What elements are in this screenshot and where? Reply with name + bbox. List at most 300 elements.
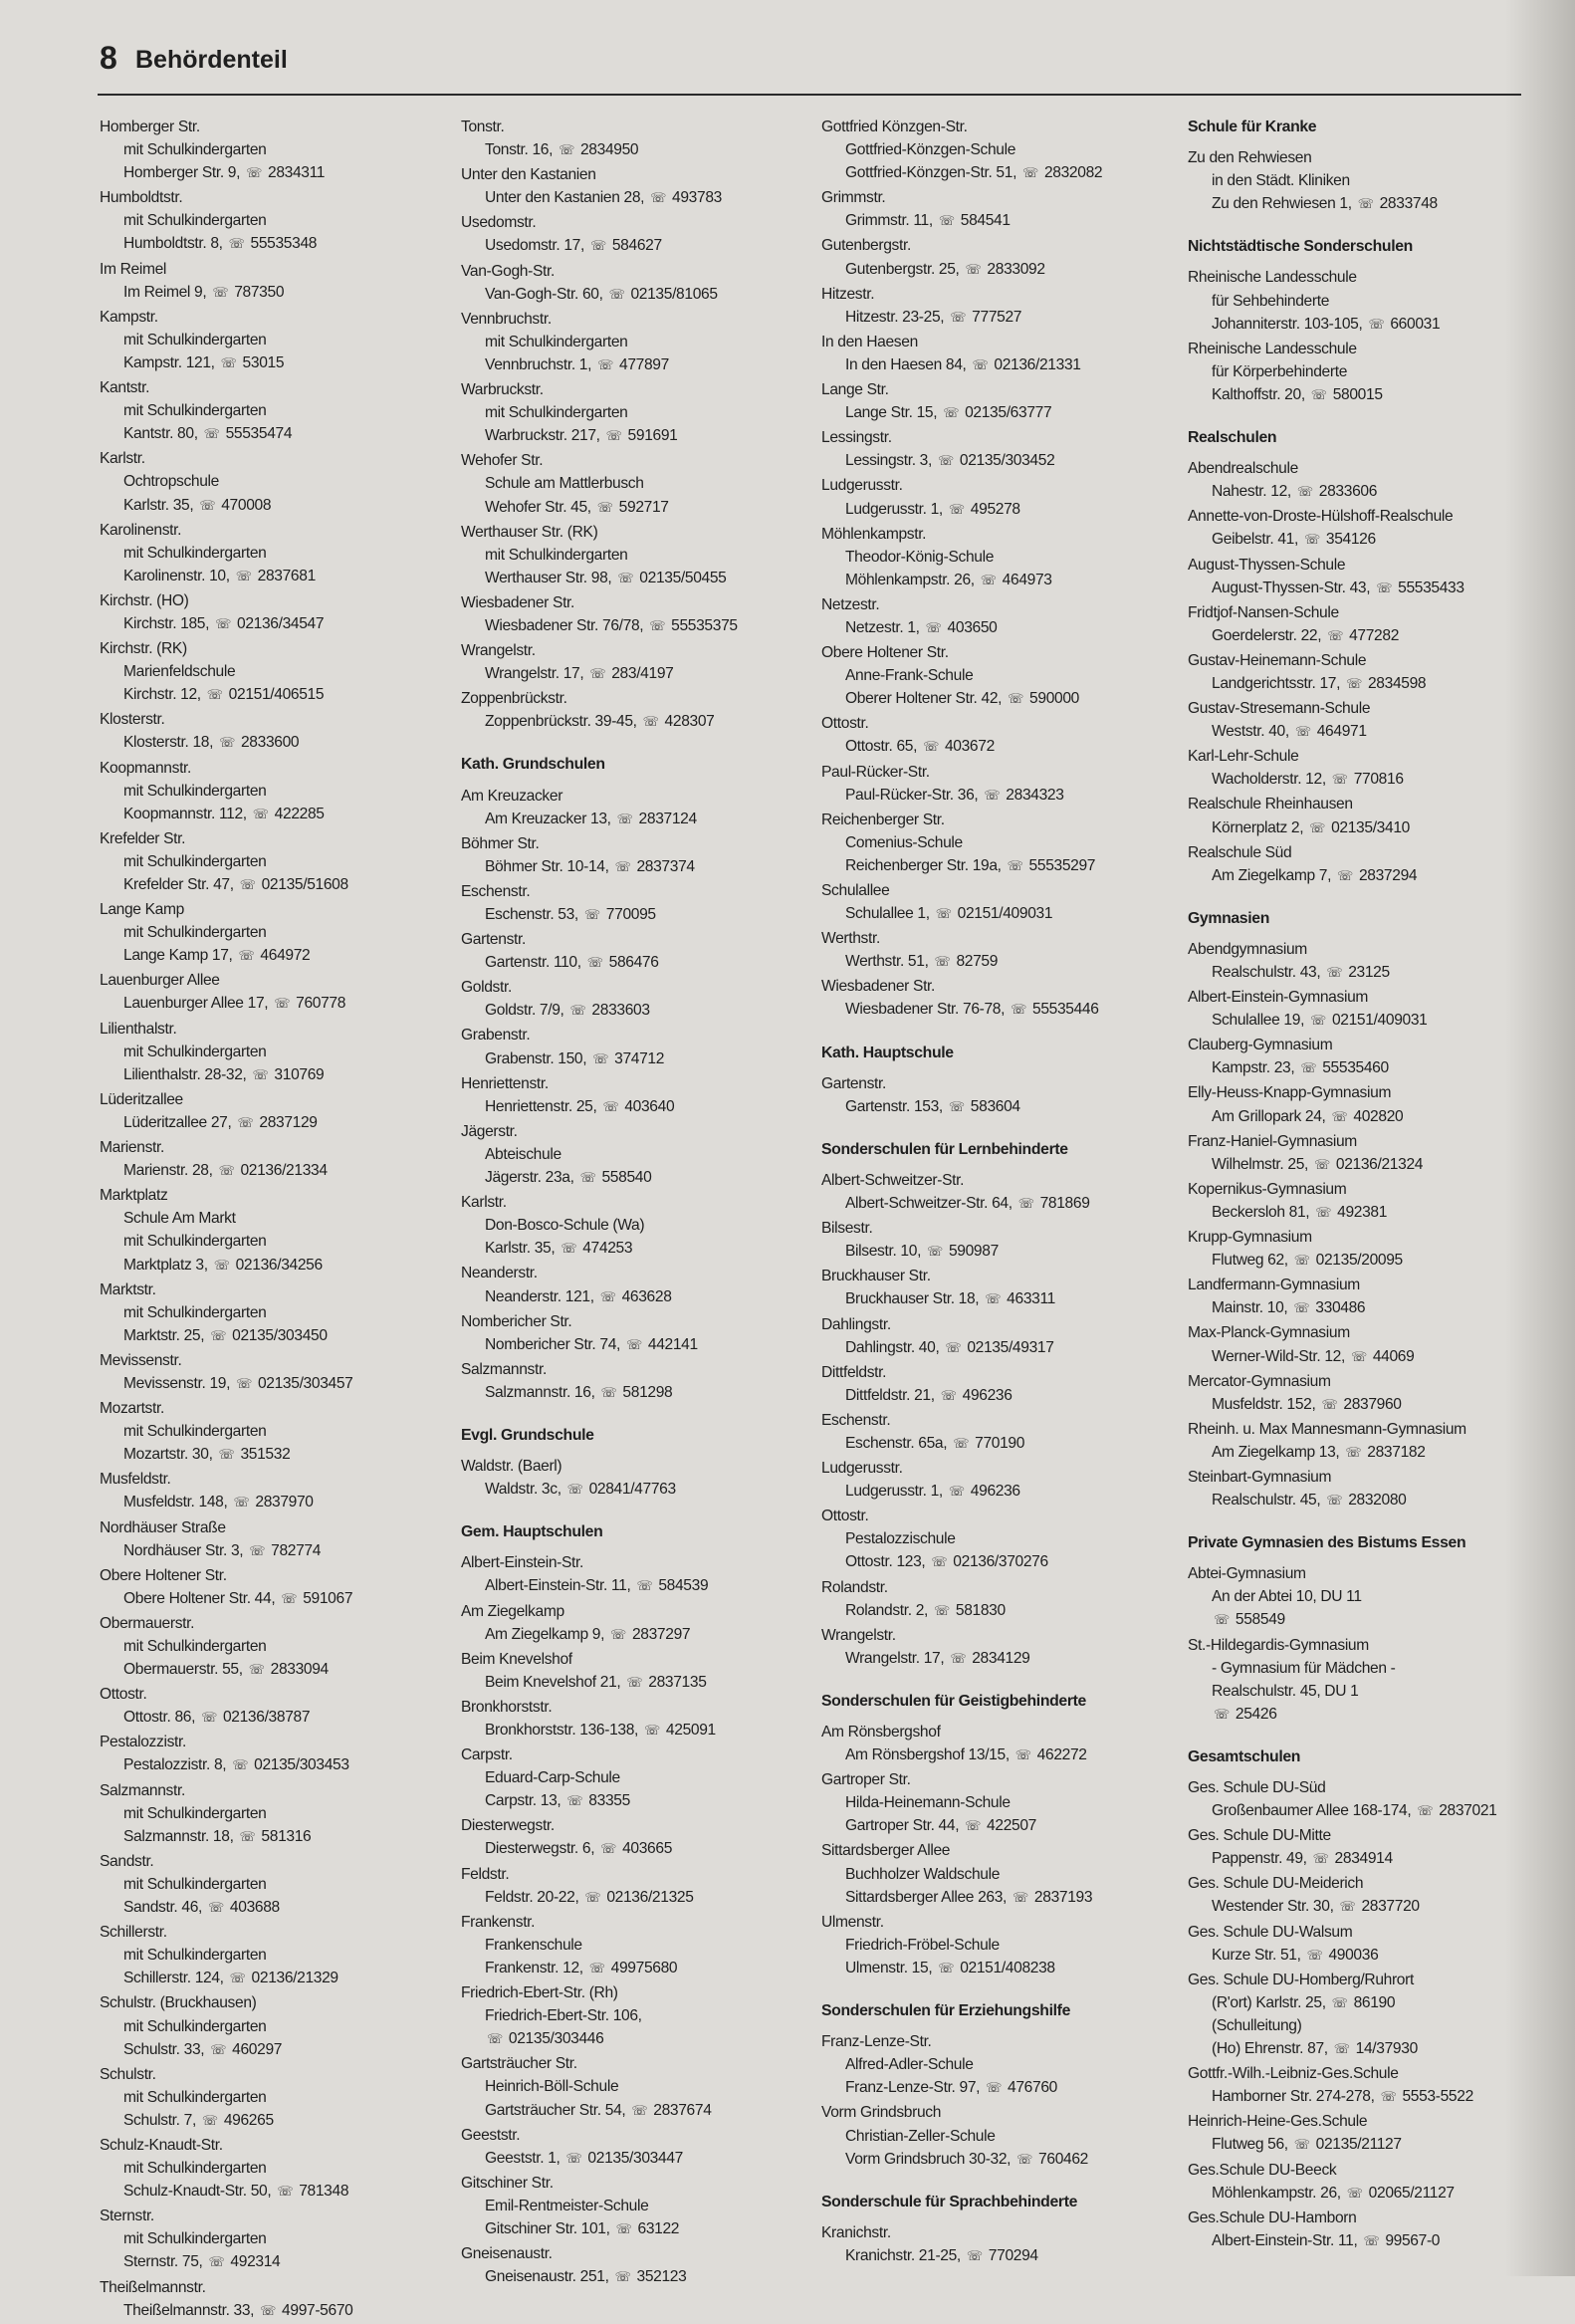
telephone-icon: ☏ (608, 286, 625, 302)
telephone-icon: ☏ (1303, 532, 1320, 548)
entry-detail: mit Schulkindergarten (123, 331, 267, 349)
directory-entry (100, 1991, 448, 2060)
entry-title: Waldstr. (Baerl) (461, 1458, 562, 1476)
entry-title: Albert-Einstein-Str. (461, 1554, 583, 1572)
telephone-icon: ☏ (1022, 165, 1038, 181)
entry-title: Albert-Schweitzer-Str. (821, 1171, 965, 1189)
telephone-icon: ☏ (1309, 819, 1326, 835)
telephone-icon: ☏ (213, 1257, 230, 1273)
entry-detail: Homberger Str. 9, ☏ 2834311 (100, 161, 448, 184)
telephone-icon: ☏ (1306, 1947, 1323, 1963)
directory-entry (100, 1779, 448, 1848)
telephone-icon: ☏ (966, 2247, 983, 2263)
telephone-icon: ☏ (931, 1554, 948, 1570)
entry-title: Obere Holtener Str. (821, 644, 949, 662)
entry-detail: Buchholzer Waldschule (845, 1865, 1001, 1883)
directory-entry (461, 1262, 809, 1307)
entry-title: Pestalozzistr. (100, 1734, 186, 1751)
telephone-icon: ☏ (610, 1626, 626, 1642)
directory-entry (1188, 601, 1536, 647)
entry-title: Marktstr. (100, 1280, 156, 1298)
directory-entry (1188, 1370, 1536, 1416)
entry-detail: Musfeldstr. 148, ☏ 2837970 (100, 1491, 448, 1513)
entry-title: Karl-Lehr-Schule (1188, 748, 1299, 766)
telephone-icon: ☏ (586, 955, 603, 971)
telephone-icon: ☏ (1331, 772, 1348, 788)
entry-detail: Lange Kamp 17, ☏ 464972 (100, 944, 448, 967)
telephone-icon: ☏ (218, 1447, 235, 1463)
telephone-icon: ☏ (1331, 1994, 1348, 2010)
entry-detail: Gartenstr. 110, ☏ 586476 (461, 951, 809, 974)
telephone-icon: ☏ (277, 2184, 294, 2200)
entry-title: Wiesbadener Str. (821, 978, 936, 996)
entry-detail: Am Ziegelkamp 9, ☏ 2837297 (461, 1623, 809, 1646)
directory-entry (821, 1409, 1170, 1455)
section-heading: Gymnasien (1188, 909, 1270, 927)
entry-detail: Lauenburger Allee 17, ☏ 760778 (100, 992, 448, 1015)
directory-entry (100, 2063, 448, 2132)
entry-title: Heinrich-Heine-Ges.Schule (1188, 2113, 1368, 2131)
entry-detail: Schulstr. 7, ☏ 496265 (100, 2109, 448, 2132)
telephone-icon: ☏ (1293, 1253, 1310, 1269)
telephone-icon: ☏ (938, 213, 955, 229)
entry-title: Krupp-Gymnasium (1188, 1229, 1312, 1247)
entry-detail: Körnerplatz 2, ☏ 02135/3410 (1188, 816, 1536, 839)
directory-entry (1188, 2062, 1536, 2108)
telephone-icon: ☏ (201, 2112, 218, 2128)
directory-entry (100, 2276, 448, 2322)
directory-entry (1188, 793, 1536, 838)
directory-entry (821, 975, 1170, 1021)
entry-title: Usedomstr. (461, 214, 537, 232)
entry-title: Landfermann-Gymnasium (1188, 1277, 1360, 1294)
section-heading: Kath. Hauptschule (821, 1044, 954, 1061)
entry-title: August-Thyssen-Schule (1188, 556, 1346, 574)
directory-entry (461, 591, 809, 637)
telephone-icon: ☏ (923, 739, 939, 755)
telephone-icon: ☏ (249, 1542, 266, 1558)
entry-detail: Kurze Str. 51, ☏ 490036 (1188, 1944, 1536, 1967)
directory-entry (100, 1516, 448, 1562)
directory-entry (1188, 1081, 1536, 1127)
telephone-icon: ☏ (626, 1674, 643, 1690)
entry-detail: Frankenschule (485, 1936, 582, 1954)
directory-column-4 (1188, 116, 1536, 2254)
telephone-icon: ☏ (281, 1590, 298, 1606)
directory-entry (1188, 986, 1536, 1032)
directory-entry (1188, 2207, 1536, 2252)
entry-detail: August-Thyssen-Str. 43, ☏ 55535433 (1188, 577, 1536, 599)
telephone-icon: ☏ (925, 619, 942, 635)
directory-entry (100, 1184, 448, 1276)
telephone-icon: ☏ (650, 190, 667, 206)
entry-title: Paul-Rücker-Str. (821, 763, 930, 781)
entry-detail: Karlstr. 35, ☏ 474253 (461, 1237, 809, 1260)
entry-detail: Frankenstr. 12, ☏ 49975680 (461, 1957, 809, 1979)
directory-entry (461, 880, 809, 926)
directory-entry (461, 832, 809, 878)
entry-title: Lange Kamp (100, 901, 184, 919)
directory-entry (100, 827, 448, 896)
directory-entry (100, 116, 448, 184)
directory-entry (461, 687, 809, 733)
directory-entry (1188, 1824, 1536, 1870)
directory-entry (1188, 938, 1536, 984)
entry-detail: mit Schulkindergarten (123, 402, 267, 420)
telephone-icon: ☏ (1380, 2089, 1397, 2105)
telephone-icon: ☏ (617, 570, 634, 585)
entry-title: Ottostr. (821, 1508, 869, 1525)
entry-title: Gartsträucher Str. (461, 2055, 577, 2073)
entry-title: Nordhäuser Straße (100, 1518, 226, 1536)
entry-title: Geeststr. (461, 2126, 521, 2144)
directory-column-2 (461, 116, 809, 2290)
directory-entry (1188, 1418, 1536, 1464)
directory-entry (461, 1743, 809, 1812)
directory-entry (100, 1018, 448, 1086)
directory-entry (461, 2242, 809, 2288)
telephone-icon: ☏ (252, 806, 269, 821)
entry-detail: Wrangelstr. 17, ☏ 2834129 (821, 1647, 1170, 1670)
directory-entry (821, 1169, 1170, 1215)
directory-entry (821, 879, 1170, 925)
telephone-icon: ☏ (1326, 1493, 1343, 1509)
entry-detail: Alfred-Adler-Schule (845, 2056, 974, 2074)
telephone-icon: ☏ (239, 877, 256, 892)
entry-detail: Eschenstr. 65a, ☏ 770190 (821, 1432, 1170, 1455)
directory-entry (100, 969, 448, 1015)
section-heading: Evgl. Grundschule (461, 1426, 594, 1444)
directory-entry (1188, 1776, 1536, 1822)
telephone-icon: ☏ (1294, 724, 1311, 740)
entry-detail: Am Kreuzacker 13, ☏ 2837124 (461, 808, 809, 830)
telephone-icon: ☏ (208, 1900, 224, 1916)
entry-detail: Rolandstr. 2, ☏ 581830 (821, 1599, 1170, 1622)
directory-entry (100, 1564, 448, 1610)
entry-title: Gneisenaustr. (461, 2245, 553, 2263)
directory-entry (461, 1981, 809, 2050)
entry-detail: Nahestr. 12, ☏ 2833606 (1188, 480, 1536, 503)
telephone-icon: ☏ (950, 1650, 967, 1666)
entry-title: Gartenstr. (461, 931, 526, 949)
entry-detail: Geeststr. 1, ☏ 02135/303447 (461, 2147, 809, 2170)
entry-detail: Musfeldstr. 152, ☏ 2837960 (1188, 1393, 1536, 1416)
telephone-icon: ☏ (948, 1484, 965, 1500)
entry-detail: Albert-Schweitzer-Str. 64, ☏ 781869 (821, 1192, 1170, 1215)
section-heading: Gesamtschulen (1188, 1747, 1301, 1765)
entry-detail: Nordhäuser Str. 3, ☏ 782774 (100, 1539, 448, 1562)
directory-entry (461, 1911, 809, 1979)
entry-detail: Landgerichtsstr. 17, ☏ 2834598 (1188, 672, 1536, 695)
entry-detail: Jägerstr. 23a, ☏ 558540 (461, 1166, 809, 1189)
directory-entry (100, 898, 448, 967)
section-heading: Realschulen (1188, 429, 1277, 447)
directory-entry (821, 2101, 1170, 2170)
directory-entry (100, 1921, 448, 1989)
directory-entry (100, 447, 448, 516)
telephone-icon: ☏ (1327, 627, 1344, 643)
entry-title: Möhlenkampstr. (821, 525, 927, 543)
entry-detail: mit Schulkindergarten (123, 2017, 267, 2035)
page-title: Behördenteil (135, 46, 288, 74)
entry-detail: mit Schulkindergarten (123, 544, 267, 562)
directory-entry (821, 712, 1170, 758)
entry-title: Gartroper Str. (821, 1771, 911, 1789)
entry-title: Friedrich-Ebert-Str. (Rh) (461, 1984, 618, 2002)
telephone-icon: ☏ (215, 615, 232, 631)
entry-detail: Gottfried-Könzgen-Str. 51, ☏ 2832082 (821, 161, 1170, 184)
telephone-icon: ☏ (232, 1757, 249, 1773)
telephone-icon: ☏ (1011, 1002, 1027, 1018)
directory-entry (100, 1349, 448, 1395)
telephone-icon: ☏ (1214, 1706, 1230, 1722)
telephone-icon: ☏ (600, 1384, 617, 1400)
telephone-icon: ☏ (943, 405, 960, 421)
entry-detail: ☏ 25426 (1188, 1703, 1536, 1726)
telephone-icon: ☏ (589, 666, 606, 682)
directory-entry (821, 1457, 1170, 1503)
telephone-icon: ☏ (1017, 1196, 1034, 1212)
telephone-icon: ☏ (631, 2102, 648, 2118)
entry-detail: mit Schulkindergarten (485, 546, 628, 564)
entry-detail: Schulstr. 33, ☏ 460297 (100, 2038, 448, 2061)
telephone-icon: ☏ (1333, 2041, 1350, 2057)
telephone-icon: ☏ (248, 1662, 265, 1678)
entry-detail: Friedrich-Ebert-Str. 106, (485, 2007, 642, 2025)
entry-title: Beim Knevelshof (461, 1650, 572, 1668)
entry-title: Hitzestr. (821, 285, 875, 303)
telephone-icon: ☏ (1321, 1396, 1338, 1412)
entry-title: Bruckhauser Str. (821, 1268, 931, 1285)
directory-entry (461, 1191, 809, 1260)
telephone-icon: ☏ (596, 499, 613, 515)
directory-entry (1188, 1226, 1536, 1272)
directory-entry (821, 1768, 1170, 1837)
directory-entry (1188, 2110, 1536, 2156)
directory-entry (461, 1120, 809, 1189)
entry-detail: mit Schulkindergarten (123, 1804, 267, 1822)
entry-detail: mit Schulkindergarten (123, 212, 267, 230)
telephone-icon: ☏ (937, 453, 954, 469)
directory-entry (821, 186, 1170, 232)
telephone-icon: ☏ (566, 1793, 583, 1809)
directory-entry (461, 163, 809, 209)
entry-detail: Werthauser Str. 98, ☏ 02135/50455 (461, 567, 809, 589)
entry-detail: Goerdelerstr. 22, ☏ 477282 (1188, 624, 1536, 647)
entry-title: Mozartstr. (100, 1400, 164, 1418)
entry-title: Ges. Schule DU-Mitte (1188, 1827, 1331, 1845)
entry-title: Unter den Kastanien (461, 166, 596, 184)
entry-detail: Lüderitzallee 27, ☏ 2837129 (100, 1111, 448, 1134)
entry-detail: Netzestr. 1, ☏ 403650 (821, 616, 1170, 639)
entry-detail: Schulallee 1, ☏ 02151/409031 (821, 902, 1170, 925)
entry-detail: Pestalozzistr. 8, ☏ 02135/303453 (100, 1753, 448, 1776)
entry-title: Ges. Schule DU-Walsum (1188, 1923, 1353, 1941)
section-heading: Private Gymnasien des Bistums Essen (1188, 1534, 1466, 1552)
directory-entry (100, 2205, 448, 2273)
directory-entry (821, 2030, 1170, 2099)
entry-title: Abendgymnasium (1188, 940, 1307, 958)
entry-title: Ges. Schule DU-Meiderich (1188, 1875, 1364, 1893)
entry-title: Eschenstr. (821, 1411, 891, 1429)
entry-title: Kampstr. (100, 308, 158, 326)
entry-title: Ludgerusstr. (821, 1460, 903, 1478)
telephone-icon: ☏ (614, 858, 631, 874)
entry-title: Van-Gogh-Str. (461, 262, 555, 280)
telephone-icon: ☏ (588, 1960, 605, 1975)
directory-entry (461, 1310, 809, 1356)
directory-entry (1188, 649, 1536, 695)
entry-detail: Ulmenstr. 15, ☏ 02151/408238 (821, 1957, 1170, 1979)
entry-title: Ottostr. (100, 1686, 147, 1704)
directory-entry (100, 757, 448, 825)
entry-detail: Johanniterstr. 103-105, ☏ 660031 (1188, 313, 1536, 336)
entry-detail: Kantstr. 80, ☏ 55535474 (100, 422, 448, 445)
entry-detail: Dahlingstr. 40, ☏ 02135/49317 (821, 1336, 1170, 1359)
telephone-icon: ☏ (933, 1602, 950, 1618)
directory-entry (100, 1397, 448, 1466)
directory-entry (100, 1850, 448, 1919)
entry-title: Dahlingstr. (821, 1315, 891, 1333)
entry-title: Bilsestr. (821, 1220, 873, 1238)
directory-entry (461, 1072, 809, 1118)
section-heading: Nichtstädtische Sonderschulen (1188, 238, 1413, 256)
directory-entry (461, 1455, 809, 1501)
entry-detail: Anne-Frank-Schule (845, 667, 974, 685)
directory-entry (100, 258, 448, 304)
directory-entry (461, 1814, 809, 1860)
directory-entry (821, 283, 1170, 329)
telephone-icon: ☏ (1293, 1300, 1310, 1316)
entry-title: Elly-Heuss-Knapp-Gymnasium (1188, 1084, 1392, 1102)
telephone-icon: ☏ (1376, 580, 1393, 595)
telephone-icon: ☏ (965, 261, 982, 277)
telephone-icon: ☏ (1345, 1444, 1362, 1460)
directory-entry (821, 2221, 1170, 2267)
telephone-icon: ☏ (1007, 857, 1023, 873)
directory-entry (461, 1600, 809, 1646)
entry-detail: Bronkhorststr. 136-138, ☏ 425091 (461, 1719, 809, 1742)
entry-title: Am Rönsbergshof (821, 1724, 941, 1741)
telephone-icon: ☏ (1008, 691, 1024, 707)
entry-detail: Marktstr. 25, ☏ 02135/303450 (100, 1324, 448, 1347)
directory-entry (1188, 1274, 1536, 1319)
entry-detail: Don-Bosco-Schule (Wa) (485, 1217, 645, 1235)
entry-detail: Wrangelstr. 17, ☏ 283/4197 (461, 662, 809, 685)
entry-detail: Schillerstr. 124, ☏ 02136/21329 (100, 1967, 448, 1989)
entry-detail: mit Schulkindergarten (123, 924, 267, 942)
entry-detail: Gartroper Str. 44, ☏ 422507 (821, 1814, 1170, 1837)
page-header (98, 38, 1521, 96)
telephone-icon: ☏ (210, 1327, 227, 1343)
entry-detail: Lessingstr. 3, ☏ 02135/303452 (821, 449, 1170, 472)
entry-detail: Obere Holtener Str. 44, ☏ 591067 (100, 1587, 448, 1610)
section-heading: Sonderschulen für Geistigbehinderte (821, 1692, 1086, 1710)
entry-title: Lange Str. (821, 381, 889, 399)
entry-detail: Werthstr. 51, ☏ 82759 (821, 950, 1170, 973)
telephone-icon: ☏ (972, 356, 989, 372)
entry-title: Am Kreuzacker (461, 787, 563, 805)
telephone-icon: ☏ (233, 1495, 250, 1511)
entry-detail: mit Schulkindergarten (123, 1423, 267, 1441)
directory-entry (821, 1911, 1170, 1979)
directory-entry (461, 2124, 809, 2170)
telephone-icon: ☏ (984, 787, 1001, 803)
entry-title: Frankenstr. (461, 1913, 536, 1931)
entry-title: Tonstr. (461, 118, 505, 135)
entry-detail: Neanderstr. 121, ☏ 463628 (461, 1285, 809, 1308)
entry-title: Böhmer Str. (461, 834, 540, 852)
entry-detail: Im Reimel 9, ☏ 787350 (100, 281, 448, 304)
telephone-icon: ☏ (1296, 484, 1313, 500)
entry-detail: Gitschiner Str. 101, ☏ 63122 (461, 2217, 809, 2240)
entry-title: Carpstr. (461, 1746, 513, 1764)
entry-detail: Albert-Einstein-Str. 11, ☏ 99567-0 (1188, 2229, 1536, 2252)
directory-entry (1188, 1034, 1536, 1079)
entry-detail: in den Städt. Kliniken (1212, 172, 1350, 190)
telephone-icon: ☏ (980, 572, 997, 587)
entry-detail: Sittardsberger Allee 263, ☏ 2837193 (821, 1886, 1170, 1909)
telephone-icon: ☏ (592, 1050, 609, 1066)
entry-title: Gottfr.-Wilh.-Leibniz-Ges.Schule (1188, 2065, 1399, 2083)
entry-detail: Marienstr. 28, ☏ 02136/21334 (100, 1159, 448, 1182)
telephone-icon: ☏ (1310, 386, 1327, 402)
directory-entry (1188, 745, 1536, 791)
telephone-icon: ☏ (559, 142, 574, 158)
entry-detail: Warbruckstr. 217, ☏ 591691 (461, 424, 809, 447)
entry-detail: Marktplatz 3, ☏ 02136/34256 (100, 1254, 448, 1277)
entry-detail: Geibelstr. 41, ☏ 354126 (1188, 528, 1536, 551)
entry-detail: Beckersloh 81, ☏ 492381 (1188, 1201, 1536, 1224)
directory-entry (1188, 266, 1536, 335)
entry-title: Kantstr. (100, 379, 150, 397)
entry-detail: ☏ 02135/303446 (461, 2027, 809, 2050)
entry-detail: Möhlenkampstr. 26, ☏ 02065/21127 (1188, 2182, 1536, 2205)
entry-title: Ges. Schule DU-Süd (1188, 1779, 1326, 1796)
telephone-icon: ☏ (985, 1291, 1002, 1307)
entry-title: Henriettenstr. (461, 1074, 549, 1092)
entry-detail: Ottostr. 65, ☏ 403672 (821, 735, 1170, 758)
entry-title: Goldstr. (461, 979, 512, 997)
entry-detail: Carpstr. 13, ☏ 83355 (461, 1789, 809, 1812)
page-number: 8 (100, 40, 117, 76)
entry-detail: Schulz-Knaudt-Str. 50, ☏ 781348 (100, 2180, 448, 2203)
entry-detail: Schulallee 19, ☏ 02151/409031 (1188, 1009, 1536, 1032)
entry-detail: Wilhelmstr. 25, ☏ 02136/21324 (1188, 1153, 1536, 1176)
directory-entry (461, 976, 809, 1022)
telephone-icon: ☏ (239, 1828, 256, 1844)
telephone-icon: ☏ (625, 1336, 642, 1352)
entry-detail: Waldstr. 3c, ☏ 02841/47763 (461, 1478, 809, 1501)
directory-entry (100, 637, 448, 706)
telephone-icon: ☏ (566, 1482, 583, 1498)
entry-title: Homberger Str. (100, 118, 200, 135)
telephone-icon: ☏ (649, 617, 666, 633)
entry-detail: Lilienthalstr. 28-32, ☏ 310769 (100, 1063, 448, 1086)
entry-detail: Kranichstr. 21-25, ☏ 770294 (821, 2244, 1170, 2267)
entry-title: Neanderstr. (461, 1265, 538, 1282)
telephone-icon: ☏ (235, 568, 252, 583)
entry-title: Wiesbadener Str. (461, 593, 575, 611)
directory-entry (100, 2134, 448, 2203)
entry-title: Humboldtstr. (100, 189, 183, 207)
entry-detail: Eduard-Carp-Schule (485, 1769, 620, 1787)
entry-detail: Flutweg 62, ☏ 02135/20095 (1188, 1249, 1536, 1272)
entry-detail: Wehofer Str. 45, ☏ 592717 (461, 496, 809, 519)
entry-title: Sandstr. (100, 1852, 154, 1870)
entry-detail: Am Grillopark 24, ☏ 402820 (1188, 1105, 1536, 1128)
telephone-icon: ☏ (236, 1375, 252, 1391)
